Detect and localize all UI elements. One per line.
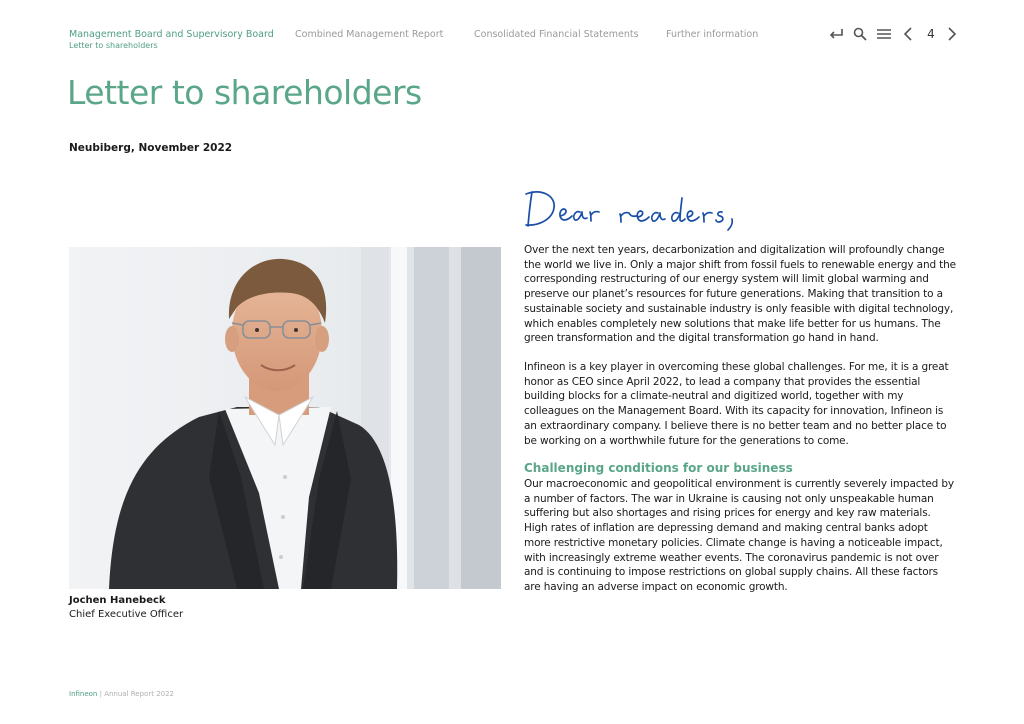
place-date: Neubiberg, November 2022: [69, 142, 233, 154]
photo-caption-name: Jochen Hanebeck: [69, 595, 166, 606]
page-number: 4: [927, 27, 935, 41]
nav-item-management-board[interactable]: [69, 29, 274, 50]
chevron-left-icon[interactable]: [898, 24, 918, 44]
back-icon[interactable]: [826, 24, 846, 44]
letter-paragraph-2: Infineon is a key player in overcoming these global challenges. For me, it is a great honor as CEO since April 2022, to lead a company that provides the essential building blocks for a climate-neutral and digitized world, together with my colleagues on the Management Board. With its capacity for innovation, Infineon is an extraordinary company. I believe there is no better team and no better place to be working on a worthwhile future for the generations to come.: [524, 361, 949, 447]
letter-paragraph-1: Over the next ten years, decarbonization and digitalization will profoundly change the world we live in. Only a major shift from fossil fuels to renewable energy and the corresponding restructuring of our energy system will limit global warming and preserve our planet’s resources for future generations. Making that transition to a sustainable society and sustainable industry is only feasible with digital technology, which enables completely new solutions that make life better for us humans. The green transformation and the digital transformation go hand in hand.: [524, 244, 956, 345]
nav-item-financial-statements[interactable]: Consolidated Financial Statements: [474, 29, 639, 40]
footer-brand: Infineon: [69, 690, 98, 698]
handwritten-salutation: [520, 184, 760, 244]
nav-item-management-report[interactable]: Combined Management Report: [295, 29, 444, 40]
footer-separator: |: [99, 690, 102, 698]
chevron-right-icon[interactable]: [942, 24, 962, 44]
photo-caption-role: Chief Executive Officer: [69, 609, 184, 620]
menu-icon[interactable]: [874, 24, 894, 44]
nav-item-further-information[interactable]: Further information: [666, 29, 759, 40]
letter-paragraph-3: Our macroeconomic and geopolitical environment is currently severely impacted by a number of factors. The war in Ukraine is causing not only unspeakable human suffering but also shortages and rising prices for energy and key raw materials. High rates of inflation are depressing demand and making central banks adopt more restrictive monetary policies. Climate change is having a noticeable impact, with increasingly extreme weather events. The coronavirus pandemic is not over and is continuing to impose restrictions on global supply chains. All these factors are having an adverse impact on economic growth.: [524, 478, 954, 593]
footer: [69, 690, 174, 698]
nav-subitem-letter[interactable]: Letter to shareholders: [69, 41, 158, 50]
toolbar: [826, 24, 966, 44]
ceo-portrait-photo: [69, 247, 501, 589]
search-icon[interactable]: [850, 24, 870, 44]
section-heading: Challenging conditions for our business: [524, 461, 793, 475]
footer-report-name: Annual Report 2022: [104, 690, 175, 698]
nav-item-label: Management Board and Supervisory Board: [69, 29, 274, 40]
page-title: Letter to shareholders: [67, 73, 422, 112]
